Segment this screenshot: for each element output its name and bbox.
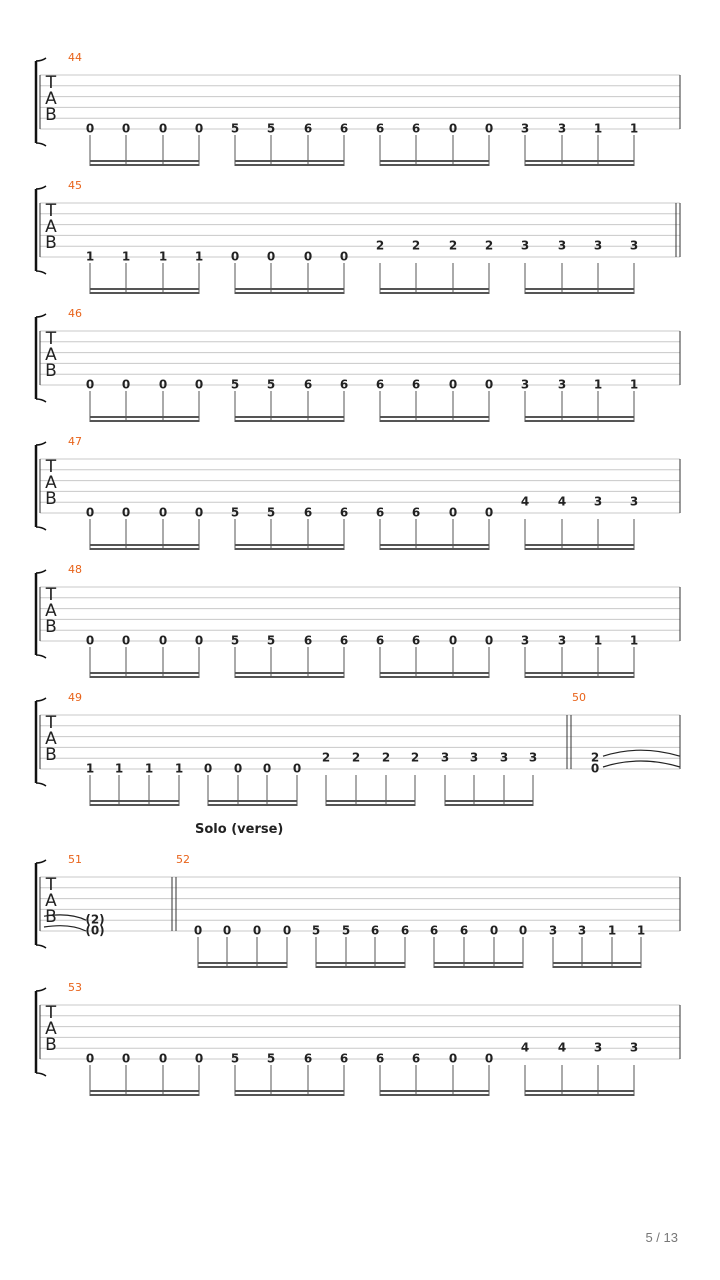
fret-number: 6 — [375, 377, 385, 392]
fret-number: 3 — [629, 494, 639, 509]
fret-number: 1 — [593, 377, 603, 392]
fret-number: 1 — [144, 761, 154, 776]
tab-clef-letter: A — [45, 217, 57, 237]
fret-number: 6 — [375, 633, 385, 648]
fret-number: 0 — [194, 633, 204, 648]
fret-number: 0 — [194, 377, 204, 392]
fret-number: 5 — [266, 633, 276, 648]
fret-number: 6 — [303, 633, 313, 648]
fret-number: 1 — [85, 249, 95, 264]
fret-number: 2 — [411, 238, 421, 253]
tab-clef-letter: T — [45, 329, 57, 349]
fret-number: 3 — [520, 377, 530, 392]
fret-number: 5 — [230, 377, 240, 392]
fret-number: 3 — [548, 923, 558, 938]
fret-number: 6 — [411, 121, 421, 136]
measure-number: 50 — [572, 691, 586, 704]
beam — [380, 1090, 489, 1092]
fret-number: 3 — [557, 238, 567, 253]
fret-number: 3 — [520, 633, 530, 648]
bracket-hook — [36, 143, 46, 146]
fret-number: 1 — [194, 249, 204, 264]
fret-number: 0 — [121, 377, 131, 392]
fret-number: 3 — [629, 238, 639, 253]
beam — [90, 804, 179, 806]
beam — [380, 160, 489, 162]
beam — [90, 160, 199, 162]
beam — [525, 548, 634, 550]
fret-number: 1 — [629, 377, 639, 392]
beam — [380, 672, 489, 674]
bracket-hook — [36, 186, 46, 189]
tab-clef-letter: T — [45, 713, 57, 733]
beam — [198, 966, 287, 968]
fret-number: 6 — [303, 505, 313, 520]
fret-number: 3 — [440, 750, 450, 765]
fret-number: 4 — [557, 494, 567, 509]
fret-number: 0 — [194, 505, 204, 520]
beam — [525, 292, 634, 294]
fret-number: 0 — [266, 249, 276, 264]
beam — [380, 420, 489, 422]
fret-number: 4 — [520, 1040, 530, 1055]
bracket-hook — [36, 860, 46, 863]
fret-number: 6 — [339, 633, 349, 648]
measure-number: 49 — [68, 691, 82, 704]
measure-number: 53 — [68, 981, 82, 994]
beam — [90, 416, 199, 418]
fret-number: 2 — [375, 238, 385, 253]
fret-number: 0 — [158, 633, 168, 648]
fret-number: 5 — [266, 1051, 276, 1066]
fret-number: 0 — [262, 761, 272, 776]
fret-number: 1 — [607, 923, 617, 938]
tab-clef-letter: B — [45, 1035, 57, 1055]
fret-number: 0 — [85, 377, 95, 392]
beam — [90, 1090, 199, 1092]
beam — [380, 1094, 489, 1096]
beam — [90, 676, 199, 678]
measure-number: 52 — [176, 853, 190, 866]
beam — [235, 292, 344, 294]
fret-number: 0 — [158, 121, 168, 136]
tab-clef-letter: A — [45, 891, 57, 911]
fret-number: 0 — [448, 1051, 458, 1066]
fret-number: 0 — [121, 633, 131, 648]
fret-number: 4 — [557, 1040, 567, 1055]
fret-number: 0 — [121, 1051, 131, 1066]
bracket-hook — [36, 698, 46, 701]
fret-number: 0 — [484, 633, 494, 648]
fret-number: (0) — [85, 923, 105, 938]
tab-clef-letter: B — [45, 617, 57, 637]
beam — [525, 672, 634, 674]
fret-number: 5 — [230, 121, 240, 136]
fret-number: 1 — [174, 761, 184, 776]
beam — [445, 804, 533, 806]
fret-number: 0 — [85, 1051, 95, 1066]
fret-number: 1 — [121, 249, 131, 264]
beam — [235, 1094, 344, 1096]
beam — [90, 420, 199, 422]
tab-clef-letter: B — [45, 233, 57, 253]
bracket-hook — [36, 271, 46, 274]
fret-number: 0 — [158, 377, 168, 392]
beam — [525, 420, 634, 422]
fret-number: 0 — [484, 505, 494, 520]
beam — [380, 292, 489, 294]
fret-number: 0 — [292, 761, 302, 776]
beam — [235, 1090, 344, 1092]
fret-number: 0 — [203, 761, 213, 776]
tie-arc — [603, 761, 680, 767]
fret-number: 6 — [303, 1051, 313, 1066]
tab-clef-letter: T — [45, 1003, 57, 1023]
tab-clef-letter: A — [45, 1019, 57, 1039]
fret-number: 3 — [520, 238, 530, 253]
beam — [380, 544, 489, 546]
fret-number: 0 — [121, 121, 131, 136]
fret-number: 5 — [230, 1051, 240, 1066]
beam — [90, 544, 199, 546]
fret-number: 0 — [489, 923, 499, 938]
beam — [90, 800, 179, 802]
tab-clef-letter: A — [45, 89, 57, 109]
bracket-hook — [36, 399, 46, 402]
beam — [316, 962, 405, 964]
beam — [235, 416, 344, 418]
beam — [525, 164, 634, 166]
fret-number: 3 — [499, 750, 509, 765]
beam — [380, 676, 489, 678]
fret-number: 6 — [375, 1051, 385, 1066]
fret-number: 0 — [121, 505, 131, 520]
beam — [235, 420, 344, 422]
beam — [525, 676, 634, 678]
fret-number: 0 — [194, 1051, 204, 1066]
fret-number: 6 — [339, 377, 349, 392]
tab-clef-letter: A — [45, 601, 57, 621]
fret-number: 0 — [158, 1051, 168, 1066]
fret-number: 2 — [381, 750, 391, 765]
beam — [208, 800, 297, 802]
fret-number: 3 — [557, 633, 567, 648]
measure-number: 44 — [68, 51, 82, 64]
measure-number: 51 — [68, 853, 82, 866]
tab-clef-letter: A — [45, 345, 57, 365]
measure-number: 48 — [68, 563, 82, 576]
tie-arc — [603, 750, 680, 756]
fret-number: 6 — [339, 505, 349, 520]
bracket-hook — [36, 527, 46, 530]
fret-number: 1 — [593, 121, 603, 136]
fret-number: 1 — [629, 633, 639, 648]
bracket-hook — [36, 1073, 46, 1076]
fret-number: 6 — [459, 923, 469, 938]
beam — [380, 548, 489, 550]
fret-number: 1 — [593, 633, 603, 648]
fret-number: 5 — [311, 923, 321, 938]
fret-number: 0 — [252, 923, 262, 938]
bracket-hook — [36, 655, 46, 658]
beam — [90, 548, 199, 550]
fret-number: 3 — [528, 750, 538, 765]
measure-number: 45 — [68, 179, 82, 192]
beam — [525, 544, 634, 546]
fret-number: 0 — [303, 249, 313, 264]
beam — [434, 966, 523, 968]
beam — [235, 548, 344, 550]
fret-number: 1 — [636, 923, 646, 938]
beam — [445, 800, 533, 802]
tab-clef-letter: B — [45, 745, 57, 765]
fret-number: 5 — [266, 505, 276, 520]
fret-number: 2 — [321, 750, 331, 765]
fret-number: 0 — [230, 249, 240, 264]
beam — [553, 962, 641, 964]
beam — [90, 288, 199, 290]
bracket-hook — [36, 945, 46, 948]
beam — [90, 292, 199, 294]
beam — [525, 416, 634, 418]
fret-number: 5 — [341, 923, 351, 938]
fret-number: 0 — [484, 121, 494, 136]
measure-number: 46 — [68, 307, 82, 320]
fret-number: 6 — [339, 1051, 349, 1066]
tab-clef-letter: A — [45, 729, 57, 749]
fret-number: 3 — [593, 1040, 603, 1055]
fret-number: 4 — [520, 494, 530, 509]
fret-number: 6 — [339, 121, 349, 136]
fret-number: 6 — [303, 377, 313, 392]
beam — [525, 1090, 634, 1092]
beam — [316, 966, 405, 968]
tab-clef-letter: T — [45, 875, 57, 895]
fret-number: 2 — [410, 750, 420, 765]
beam — [380, 164, 489, 166]
tab-clef-letter: T — [45, 73, 57, 93]
beam — [380, 416, 489, 418]
beam — [198, 962, 287, 964]
beam — [235, 164, 344, 166]
fret-number: 0 — [448, 121, 458, 136]
bracket-hook — [36, 988, 46, 991]
beam — [235, 544, 344, 546]
beam — [235, 160, 344, 162]
beam — [380, 288, 489, 290]
fret-number: 6 — [411, 377, 421, 392]
fret-number: 1 — [629, 121, 639, 136]
fret-number: 6 — [411, 1051, 421, 1066]
beam — [208, 804, 297, 806]
fret-number: 6 — [375, 505, 385, 520]
fret-number: 3 — [593, 494, 603, 509]
fret-number: 2 — [590, 750, 600, 765]
fret-number: 3 — [557, 377, 567, 392]
fret-number: 0 — [85, 633, 95, 648]
fret-number: 0 — [448, 377, 458, 392]
fret-number: 0 — [85, 121, 95, 136]
fret-number: 1 — [158, 249, 168, 264]
beam — [525, 1094, 634, 1096]
fret-number: 0 — [194, 121, 204, 136]
tab-clef-letter: T — [45, 585, 57, 605]
fret-number: 5 — [230, 505, 240, 520]
fret-number: 3 — [520, 121, 530, 136]
bracket-hook — [36, 570, 46, 573]
tie-arc — [44, 926, 86, 931]
fret-number: 1 — [114, 761, 124, 776]
fret-number: 1 — [85, 761, 95, 776]
beam — [235, 288, 344, 290]
bracket-hook — [36, 442, 46, 445]
fret-number: 0 — [158, 505, 168, 520]
fret-number: 2 — [448, 238, 458, 253]
beam — [525, 160, 634, 162]
fret-number: 0 — [590, 761, 600, 776]
beam — [235, 672, 344, 674]
fret-number: 0 — [518, 923, 528, 938]
bracket-hook — [36, 783, 46, 786]
beam — [326, 800, 415, 802]
tab-clef-letter: T — [45, 201, 57, 221]
fret-number: 0 — [193, 923, 203, 938]
beam — [434, 962, 523, 964]
fret-number: 6 — [400, 923, 410, 938]
fret-number: 6 — [429, 923, 439, 938]
beam — [525, 288, 634, 290]
tab-clef-letter: B — [45, 361, 57, 381]
fret-number: 0 — [339, 249, 349, 264]
fret-number: 6 — [375, 121, 385, 136]
fret-number: 6 — [411, 633, 421, 648]
fret-number: 0 — [282, 923, 292, 938]
beam — [90, 1094, 199, 1096]
beam — [553, 966, 641, 968]
fret-number: 0 — [448, 505, 458, 520]
tab-clef-letter: A — [45, 473, 57, 493]
tab-clef-letter: B — [45, 489, 57, 509]
fret-number: 2 — [351, 750, 361, 765]
beam — [90, 164, 199, 166]
fret-number: 6 — [303, 121, 313, 136]
fret-number: (2) — [85, 912, 105, 927]
tab-clef-letter: B — [45, 907, 57, 927]
fret-number: 3 — [593, 238, 603, 253]
fret-number: 0 — [222, 923, 232, 938]
measure-number: 47 — [68, 435, 82, 448]
fret-number: 3 — [629, 1040, 639, 1055]
fret-number: 5 — [266, 377, 276, 392]
tab-clef-letter: B — [45, 105, 57, 125]
fret-number: 6 — [370, 923, 380, 938]
fret-number: 0 — [484, 377, 494, 392]
fret-number: 5 — [230, 633, 240, 648]
fret-number: 3 — [557, 121, 567, 136]
page-number: 5 / 13 — [645, 1230, 678, 1245]
fret-number: 5 — [266, 121, 276, 136]
bracket-hook — [36, 314, 46, 317]
fret-number: 0 — [448, 633, 458, 648]
fret-number: 0 — [233, 761, 243, 776]
fret-number: 3 — [469, 750, 479, 765]
tab-clef-letter: T — [45, 457, 57, 477]
beam — [90, 672, 199, 674]
fret-number: 3 — [577, 923, 587, 938]
bracket-hook — [36, 58, 46, 61]
beam — [235, 676, 344, 678]
fret-number: 0 — [484, 1051, 494, 1066]
section-label: Solo (verse) — [195, 822, 284, 837]
fret-number: 2 — [484, 238, 494, 253]
fret-number: 6 — [411, 505, 421, 520]
beam — [326, 804, 415, 806]
fret-number: 0 — [85, 505, 95, 520]
